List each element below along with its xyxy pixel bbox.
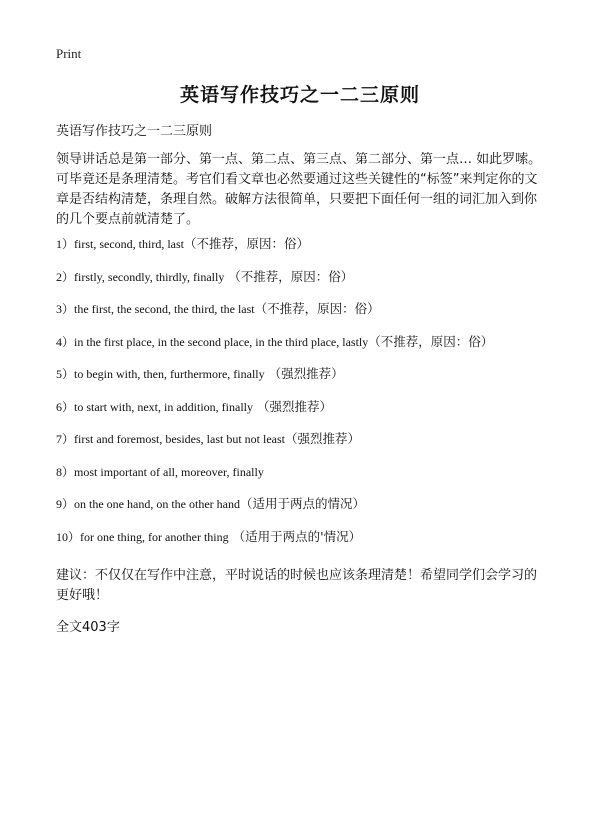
item-number: 8） bbox=[56, 464, 75, 479]
list-item bbox=[56, 397, 546, 417]
item-number: 6） bbox=[56, 399, 75, 414]
advice-paragraph: 建议：不仅仅在写作中注意，平时说话的时候也应该条理清楚！希望同学们会学习的更好哦！ bbox=[56, 568, 538, 603]
list-item bbox=[56, 234, 546, 254]
item-note: （不推荐，原因：俗） bbox=[254, 301, 380, 316]
item-english: on the one hand, on the other hand bbox=[74, 497, 240, 511]
list-item bbox=[56, 267, 546, 287]
list-item bbox=[56, 429, 546, 449]
item-number: 7） bbox=[56, 432, 75, 446]
item-note: （强烈推荐） bbox=[253, 398, 332, 414]
item-number: 4） bbox=[56, 334, 75, 349]
item-english: to begin with, then, furthermore, finally bbox=[74, 367, 265, 381]
item-number: 3） bbox=[56, 302, 75, 316]
list-item bbox=[56, 462, 546, 482]
item-note: （不推荐，原因：俗） bbox=[368, 333, 494, 349]
item-english: first, second, third, last bbox=[74, 237, 184, 251]
item-number: 1） bbox=[56, 237, 75, 251]
intro-paragraph: 领导讲话总是第一部分、第一点、第二点、第三点、第二部分、第一点… 如此罗嗦。可毕竟还是条理清楚。考官们看文章也必然要通过这些关键性的“标签”来判定你的文章是否结构清楚，条理自然。破解方法很简单，只要把下面任何一组的词汇加入到你的几个要点前就清楚了。 bbox=[56, 152, 542, 227]
item-number: 9） bbox=[56, 497, 75, 511]
item-english: the first, the second, the third, the last bbox=[74, 302, 255, 316]
item-note: （强烈推荐） bbox=[284, 431, 360, 446]
item-note: （不推荐，原因：俗） bbox=[224, 268, 354, 284]
item-english: to start with, next, in addition, finally bbox=[74, 399, 253, 414]
page-title: 英语写作技巧之一二三原则 bbox=[179, 84, 420, 106]
item-note: （不推荐，原因：俗） bbox=[184, 236, 310, 251]
item-note: （强烈推荐） bbox=[264, 366, 344, 381]
item-note: （适用于两点的情况） bbox=[239, 496, 365, 511]
list-item bbox=[56, 527, 546, 547]
list-item bbox=[56, 494, 546, 514]
item-english: in the first place, in the second place, in the third place, lastly bbox=[74, 334, 369, 349]
item-number: 2） bbox=[56, 269, 75, 284]
print-link[interactable]: Print bbox=[56, 46, 82, 61]
item-note: （适用于两点的'情况） bbox=[228, 528, 362, 544]
list-item bbox=[56, 299, 546, 319]
article-subtitle: 英语写作技巧之一二三原则 bbox=[56, 124, 213, 139]
transition-word-list bbox=[56, 234, 546, 559]
item-english: for one thing, for another thing bbox=[80, 529, 229, 544]
item-number: 10） bbox=[56, 529, 81, 544]
item-english: most important of all, moreover, finally bbox=[74, 464, 264, 479]
list-item bbox=[56, 332, 546, 352]
list-item bbox=[56, 364, 546, 384]
word-count: 全文403字 bbox=[56, 620, 120, 635]
item-english: firstly, secondly, thirdly, finally bbox=[74, 269, 225, 284]
item-english: first and foremost, besides, last but not least bbox=[74, 432, 285, 446]
item-number: 5） bbox=[56, 367, 75, 381]
